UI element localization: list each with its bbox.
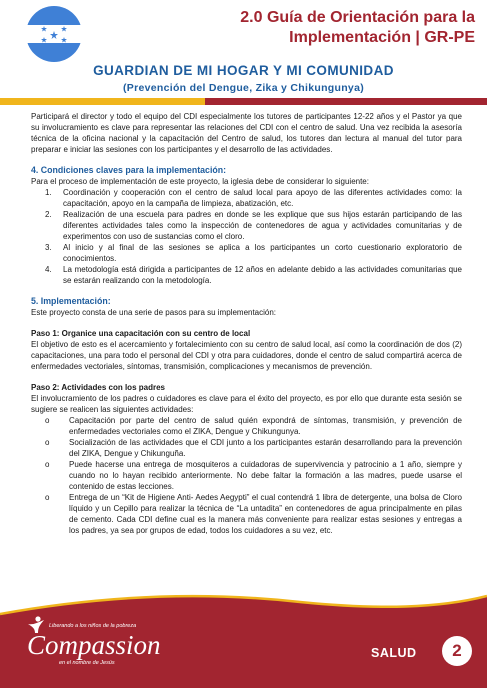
honduras-flag-icon	[26, 6, 82, 62]
list-item-text: Socialización de las actividades que el CDI junto a los participantes estarán desarrollando para la prevención del ZIKA, Dengue y Chikunguña.	[69, 438, 462, 458]
document-subtitle: (Prevención del Dengue, Zika y Chikungunya)	[122, 82, 365, 94]
guide-title-line1: 2.0 Guía de Orientación para la	[240, 9, 475, 26]
list-item	[45, 187, 462, 209]
list-item	[45, 242, 462, 264]
list-item-text: Puede hacerse una entrega de mosquiteros a cuidadoras de supervivencia y patrocinio a 1 año, siempre y cuando no lo hayan recibido anteriormente. No debe faltar la formación a las madres, puede usarse el contenido de estas lecciones.	[69, 460, 462, 491]
paso-2-heading: Paso 2: Actividades con los padres	[31, 383, 165, 392]
paso-1-text: El objetivo de esto es el acercamiento y fortalecimiento con su centro de salud local, así como la coordinación de dos (2) capacitaciones, una para todo el personal del CDI y otra para cuidadores, donde el centro de salud compartirá acerca de enfermedades vectoriales, síntomas, transmisión, complicaciones y mecanismos de prevención.	[31, 340, 462, 371]
bullet-marker: o	[45, 493, 50, 502]
list-item-text: Coordinación y cooperación con el centro de salud local para apoyo de las diferentes actividades como: la capacitación, apoyo en la campaña de limpieza, abatización, etc.	[63, 188, 462, 208]
section-4-heading: 4. Condiciones claves para la implementación:	[31, 165, 227, 175]
list-item	[45, 437, 462, 459]
logo-tagline: en el nombre de Jesús	[59, 660, 115, 666]
list-item-number: 3.	[45, 243, 52, 252]
document-body	[31, 111, 462, 536]
conditions-list	[45, 187, 462, 286]
section-4-lead: Para el proceso de implementación de este proyecto, la iglesia debe de considerar lo siguiente:	[31, 177, 369, 186]
page-number: 2	[442, 636, 472, 666]
bullet-marker: o	[45, 460, 50, 469]
list-item	[45, 459, 462, 492]
section-5-heading: 5. Implementación:	[31, 296, 111, 306]
header-bar-yellow	[0, 98, 205, 105]
list-item-number: 4.	[45, 265, 52, 274]
intro-paragraph: Participará el director y todo el equipo del CDI especialmente los tutores de participantes 12-22 años y el Pastor ya que su involucramiento es clave para representar las relaciones del CDI con el centro de salud. Una vez recibida la asesoría técnica de la oficina nacional y la capacitación del Centro de salud, los tutores dan lectura al manual del tutor para preparar e iniciar las sesiones con los participantes y el desarrollo de las actividades.	[31, 112, 462, 154]
list-item-number: 2.	[45, 210, 52, 219]
section-5-lead: Este proyecto consta de una serie de pasos para su implementación:	[31, 308, 277, 317]
list-item	[45, 492, 462, 536]
bullet-marker: o	[45, 416, 50, 425]
document-title: GUARDIAN DE MI HOGAR Y MI COMUNIDAD	[93, 63, 394, 78]
list-item-number: 1.	[45, 188, 52, 197]
list-item-text: Realización de una escuela para padres en donde se les explique que sus hijos estarán participando de las diferentes actividades tales como la inspección de contenedores de agua y actividades comunitarias y de experimentos con uso de sustancias como el cloro.	[63, 210, 462, 241]
list-item-text: La metodología está dirigida a participantes de 12 años en adelante debido a las actividades comunitarias que se estarán realizando con la metodología.	[63, 265, 462, 285]
list-item	[45, 415, 462, 437]
guide-title-line2: Implementación | GR-PE	[289, 29, 475, 46]
activities-list	[45, 415, 462, 536]
guide-title	[240, 8, 475, 48]
bullet-marker: o	[45, 438, 50, 447]
logo-small-text: Liberando a los niños de la pobreza	[49, 623, 137, 629]
list-item	[45, 209, 462, 242]
list-item	[45, 264, 462, 286]
paso-2-text: El involucramiento de los padres o cuidadores es clave para el éxito del proyecto, es por ello que durante esta sesión se sugiere se realicen las siguientes actividades:	[31, 394, 462, 414]
compassion-logo: Compassion	[27, 630, 161, 660]
list-item-text: Entrega de un “Kit de Higiene Anti- Aedes Aegypti” el cual contendrá 1 libra de detergente, una bolsa de Cloro líquido y un Cepillo para realizar la técnica de “La untadita” en contenedores de agua principalmente en pilas de cemento. Cada CDI define cual es la manera más conveniente para realizar estas sesiones y entregas a los padres, ya sea por grupos de edad, todos los cuidadores a su vez, etc.	[69, 493, 462, 535]
header-bar-red	[205, 98, 487, 105]
section-label: SALUD	[371, 646, 417, 660]
list-item-text: Al inicio y al final de las sesiones se aplica a los participantes un corto cuestionario exploratorio de conocimientos.	[63, 243, 462, 263]
paso-1-heading: Paso 1: Organice una capacitación con su centro de local	[31, 329, 251, 338]
list-item-text: Capacitación por parte del centro de salud quién expondrá de síntomas, transmisión, y prevención de enfermedades vectoriales como el ZIKA, Dengue y Chikungunya.	[69, 416, 462, 436]
